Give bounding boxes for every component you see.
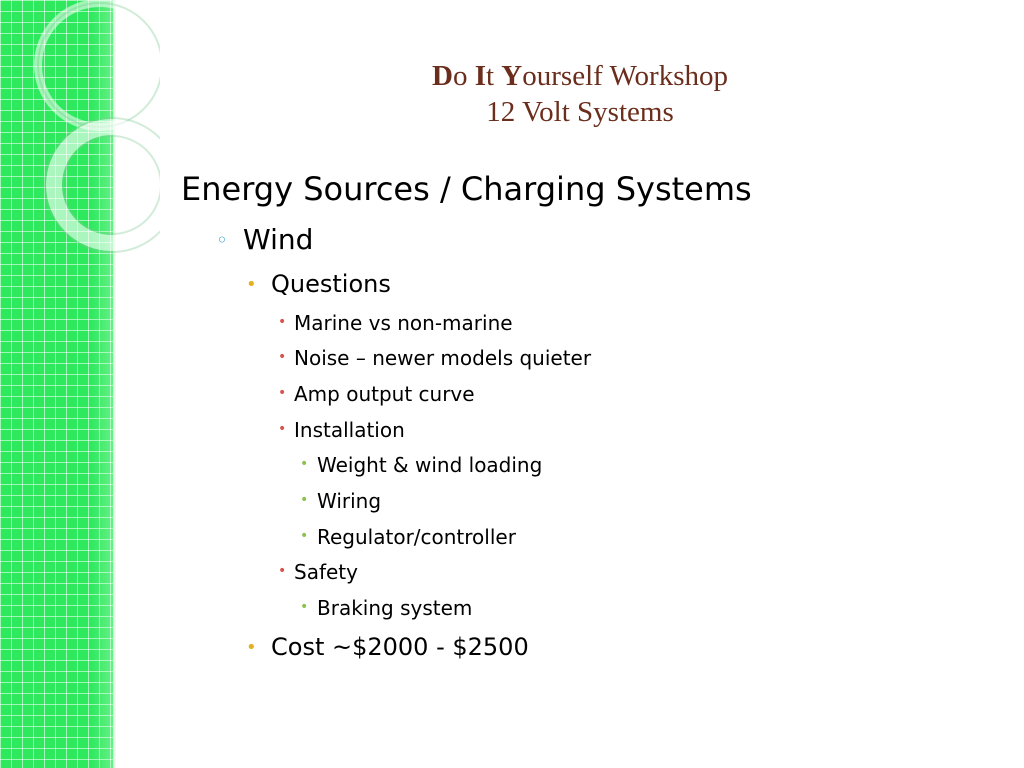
list-item-weight: Weight & wind loading [317, 453, 543, 477]
green-bullet-icon: • [300, 492, 309, 508]
list-item-safety: Safety [294, 560, 358, 584]
red-bullet-icon: • [278, 349, 287, 365]
red-bullet-icon: • [278, 314, 287, 330]
title-part: t [485, 60, 502, 92]
list-item-regulator: Regulator/controller [317, 525, 516, 549]
gold-bullet-icon: • [246, 274, 257, 295]
title-line-2: 12 Volt Systems [486, 96, 674, 128]
title-part: Y [501, 60, 523, 92]
ring-bullet-icon: ◦ [216, 228, 228, 252]
list-item-amp-output: Amp output curve [294, 382, 475, 406]
list-item-marine: Marine vs non-marine [294, 311, 513, 335]
title-part: I [474, 60, 486, 92]
green-bullet-icon: • [300, 599, 309, 615]
heading-energy-sources: Energy Sources / Charging Systems [181, 170, 752, 208]
green-bullet-icon: • [300, 456, 309, 472]
green-bullet-icon: • [300, 528, 309, 544]
list-item-wiring: Wiring [317, 489, 382, 513]
list-item-braking: Braking system [317, 596, 473, 620]
title-part: o [452, 60, 475, 92]
list-item-installation: Installation [294, 418, 405, 442]
list-item-wind: Wind [243, 223, 314, 256]
list-item-noise: Noise – newer models quieter [294, 346, 592, 370]
red-bullet-icon: • [278, 563, 287, 579]
list-item-cost: Cost ~$2000 - $2500 [271, 633, 529, 661]
title-part: ourself Workshop [522, 60, 728, 92]
red-bullet-icon: • [278, 421, 287, 437]
gold-bullet-icon: • [246, 637, 257, 658]
list-item-questions: Questions [271, 270, 391, 298]
title-part: D [431, 60, 453, 92]
red-bullet-icon: • [278, 385, 287, 401]
